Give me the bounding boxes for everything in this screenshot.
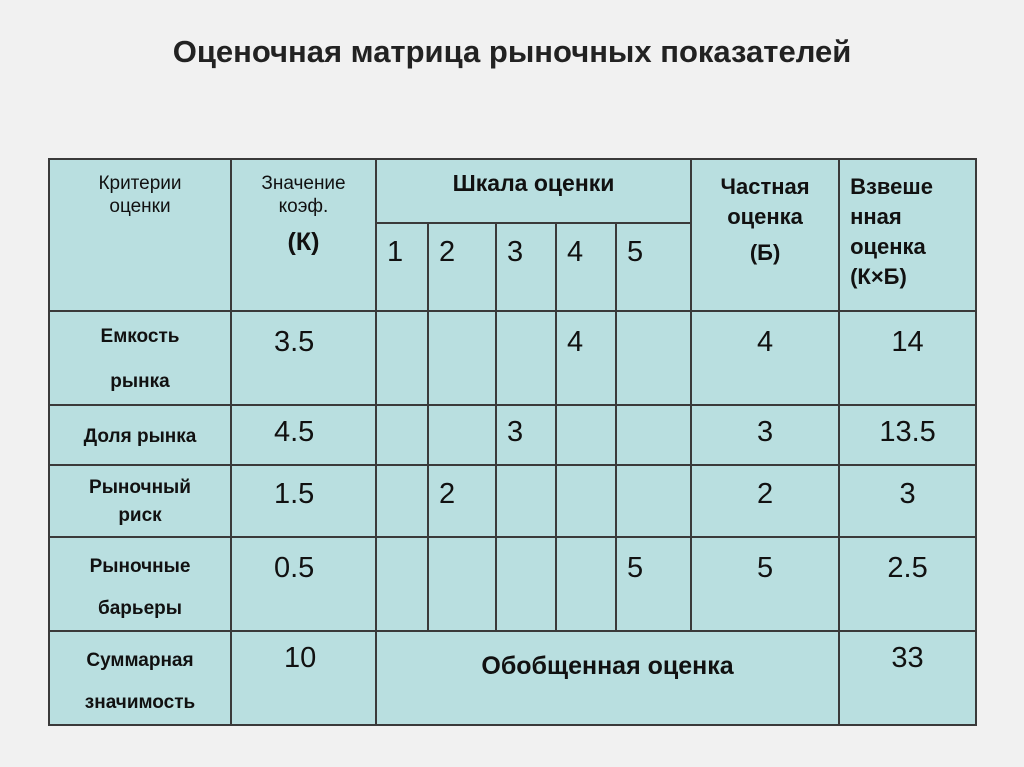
row-scale-3 xyxy=(496,537,556,631)
row-scale-5 xyxy=(616,311,691,405)
row-kb: 3 xyxy=(839,465,976,537)
row-scale-1 xyxy=(376,465,428,537)
row-label: Емкость рынка xyxy=(49,311,231,405)
row-scale-5 xyxy=(616,465,691,537)
total-row xyxy=(49,631,976,725)
row-k: 0.5 xyxy=(231,537,376,631)
header-scale: Шкала оценки xyxy=(376,159,691,223)
summary-label: Обобщенная оценка xyxy=(376,631,839,725)
row-b: 5 xyxy=(691,537,839,631)
evaluation-matrix-table xyxy=(48,158,977,726)
table-row xyxy=(49,465,976,537)
row-scale-1 xyxy=(376,537,428,631)
table-row xyxy=(49,405,976,465)
total-k: 10 xyxy=(231,631,376,725)
header-partial: Частная оценка (Б) xyxy=(691,159,839,311)
row-k: 4.5 xyxy=(231,405,376,465)
table-row xyxy=(49,311,976,405)
header-criteria: Критерии оценки xyxy=(49,159,231,311)
row-kb: 14 xyxy=(839,311,976,405)
row-kb: 13.5 xyxy=(839,405,976,465)
row-scale-3: 3 xyxy=(496,405,556,465)
row-scale-2: 2 xyxy=(428,465,496,537)
row-scale-4 xyxy=(556,405,616,465)
row-scale-5: 5 xyxy=(616,537,691,631)
scale-value-3: 3 xyxy=(496,223,556,311)
row-scale-2 xyxy=(428,537,496,631)
row-b: 4 xyxy=(691,311,839,405)
row-kb: 2.5 xyxy=(839,537,976,631)
row-label: Рыночные барьеры xyxy=(49,537,231,631)
row-scale-1 xyxy=(376,405,428,465)
row-k: 1.5 xyxy=(231,465,376,537)
table-row xyxy=(49,537,976,631)
row-b: 2 xyxy=(691,465,839,537)
scale-value-5: 5 xyxy=(616,223,691,311)
header-weighted: Взвеше нная оценка (К×Б) xyxy=(839,159,976,311)
row-scale-3 xyxy=(496,311,556,405)
header-row xyxy=(49,159,976,223)
scale-value-4: 4 xyxy=(556,223,616,311)
scale-value-1: 1 xyxy=(376,223,428,311)
row-scale-4 xyxy=(556,537,616,631)
row-scale-3 xyxy=(496,465,556,537)
row-b: 3 xyxy=(691,405,839,465)
total-label: Суммарная значимость xyxy=(49,631,231,725)
row-scale-2 xyxy=(428,311,496,405)
row-scale-4: 4 xyxy=(556,311,616,405)
row-scale-4 xyxy=(556,465,616,537)
row-scale-2 xyxy=(428,405,496,465)
row-k: 3.5 xyxy=(231,311,376,405)
row-scale-5 xyxy=(616,405,691,465)
page-title: Оценочная матрица рыночных показателей xyxy=(172,34,852,69)
row-scale-1 xyxy=(376,311,428,405)
total-kb: 33 xyxy=(839,631,976,725)
scale-value-2: 2 xyxy=(428,223,496,311)
row-label: Рыночный риск xyxy=(49,465,231,537)
row-label: Доля рынка xyxy=(49,405,231,465)
header-coef: Значение коэф. (К) xyxy=(231,159,376,311)
